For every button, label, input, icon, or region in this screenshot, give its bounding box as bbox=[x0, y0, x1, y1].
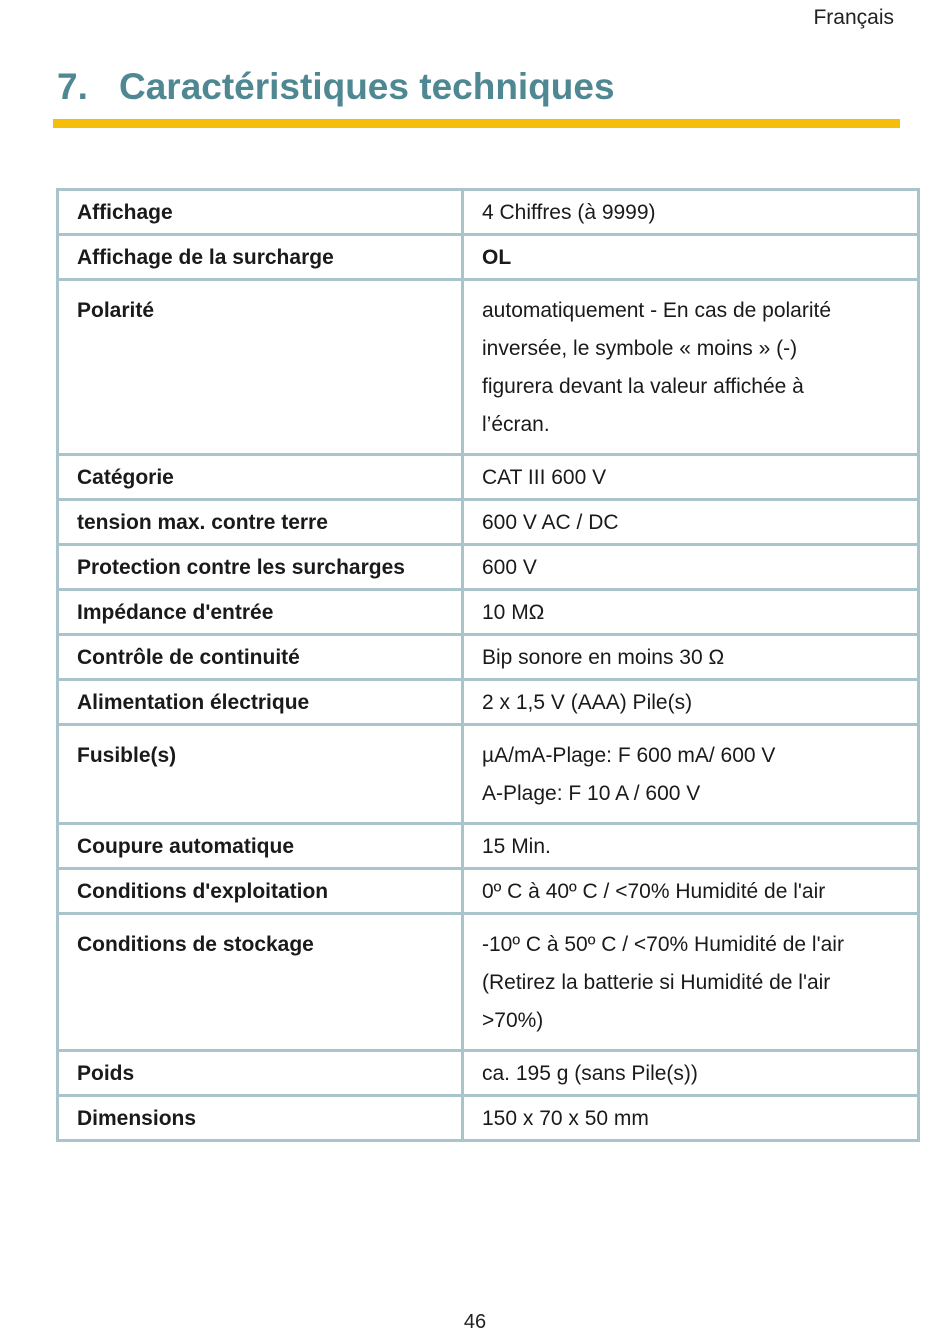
section-number: 7. bbox=[57, 66, 88, 107]
spec-value-line: CAT III 600 V bbox=[482, 466, 607, 489]
spec-label: Coupure automatique bbox=[58, 824, 463, 869]
spec-value-line: -10º C à 50º C / <70% Humidité de l'air bbox=[482, 933, 844, 956]
spec-value bbox=[463, 545, 919, 590]
spec-value bbox=[463, 590, 919, 635]
spec-label: Polarité bbox=[58, 280, 463, 455]
spec-value bbox=[463, 1051, 919, 1096]
spec-value bbox=[463, 235, 919, 280]
page-number: 46 bbox=[463, 1311, 487, 1333]
heading-underline bbox=[53, 119, 900, 128]
spec-label: Fusible(s) bbox=[58, 725, 463, 824]
section-title: Caractéristiques techniques bbox=[119, 66, 615, 107]
spec-value-line: OL bbox=[482, 246, 512, 269]
spec-label: Alimentation électrique bbox=[58, 680, 463, 725]
spec-label: Affichage de la surcharge bbox=[58, 235, 463, 280]
spec-value-line: 150 x 70 x 50 mm bbox=[482, 1107, 649, 1130]
table-row bbox=[58, 590, 919, 635]
spec-label: Contrôle de continuité bbox=[58, 635, 463, 680]
spec-value-line: ca. 195 g (sans Pile(s)) bbox=[482, 1062, 698, 1085]
table-row bbox=[58, 500, 919, 545]
spec-value-line: µA/mA-Plage: F 600 mA/ 600 V bbox=[482, 744, 776, 767]
spec-label: Protection contre les surcharges bbox=[58, 545, 463, 590]
spec-label: Catégorie bbox=[58, 455, 463, 500]
spec-label: Impédance d'entrée bbox=[58, 590, 463, 635]
table-row bbox=[58, 680, 919, 725]
spec-value bbox=[463, 455, 919, 500]
language-label: Français bbox=[813, 6, 894, 29]
spec-value bbox=[463, 635, 919, 680]
spec-label: Conditions de stockage bbox=[58, 914, 463, 1051]
spec-value-line: 2 x 1,5 V (AAA) Pile(s) bbox=[482, 691, 693, 714]
spec-value-line: A-Plage: F 10 A / 600 V bbox=[482, 782, 701, 805]
spec-value-line: l’écran. bbox=[482, 413, 550, 436]
spec-value-line: 600 V AC / DC bbox=[482, 511, 619, 534]
spec-value bbox=[463, 1096, 919, 1141]
spec-value bbox=[463, 725, 919, 824]
table-row bbox=[58, 869, 919, 914]
table-row bbox=[58, 635, 919, 680]
spec-value-line: 4 Chiffres (à 9999) bbox=[482, 201, 656, 224]
table-row bbox=[58, 455, 919, 500]
spec-value-line: (Retirez la batterie si Humidité de l'air bbox=[482, 971, 831, 994]
spec-value bbox=[463, 280, 919, 455]
spec-value bbox=[463, 869, 919, 914]
spec-value bbox=[463, 190, 919, 235]
spec-value-line: Bip sonore en moins 30 Ω bbox=[482, 646, 725, 669]
spec-label: Affichage bbox=[58, 190, 463, 235]
spec-value-line: >70%) bbox=[482, 1009, 544, 1032]
spec-label: Dimensions bbox=[58, 1096, 463, 1141]
spec-label: tension max. contre terre bbox=[58, 500, 463, 545]
table-row bbox=[58, 280, 919, 455]
spec-label: Poids bbox=[58, 1051, 463, 1096]
spec-value-line: figurera devant la valeur affichée à bbox=[482, 375, 804, 398]
spec-value-line: automatiquement - En cas de polarité bbox=[482, 299, 832, 322]
spec-value bbox=[463, 824, 919, 869]
table-row bbox=[58, 725, 919, 824]
table-row bbox=[58, 1051, 919, 1096]
spec-label: Conditions d'exploitation bbox=[58, 869, 463, 914]
spec-value-line: 600 V bbox=[482, 556, 537, 579]
spec-value bbox=[463, 680, 919, 725]
spec-value bbox=[463, 914, 919, 1051]
table-row bbox=[58, 824, 919, 869]
table-row bbox=[58, 545, 919, 590]
table-row bbox=[58, 1096, 919, 1141]
table-row bbox=[58, 914, 919, 1051]
specifications-table-body bbox=[58, 190, 919, 1141]
section-heading bbox=[57, 66, 615, 108]
spec-value-line: inversée, le symbole « moins » (-) bbox=[482, 337, 798, 360]
spec-value bbox=[463, 500, 919, 545]
spec-value-line: 0º C à 40º C / <70% Humidité de l'air bbox=[482, 880, 826, 903]
spec-value-line: 10 MΩ bbox=[482, 601, 545, 624]
specifications-table bbox=[56, 188, 920, 1142]
table-row bbox=[58, 190, 919, 235]
table-row bbox=[58, 235, 919, 280]
spec-value-line: 15 Min. bbox=[482, 835, 551, 858]
